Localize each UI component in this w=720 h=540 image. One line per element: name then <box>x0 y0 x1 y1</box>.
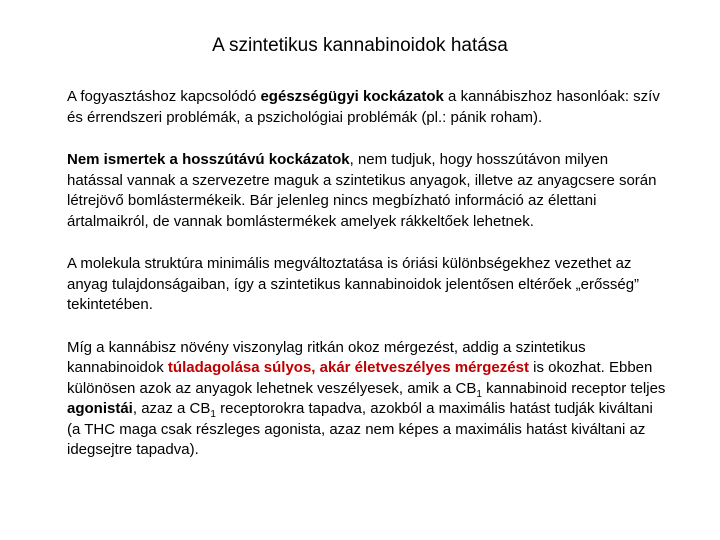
bold-span: agonistái <box>67 400 133 417</box>
text-span: kannabinoid receptor teljes <box>481 379 666 397</box>
paragraph-overdose <box>67 338 667 461</box>
text-span: Míg a kannábisz növény viszonylag ritkán okoz mérgezést, addig a szintetikus kannabinoidok <box>67 338 586 376</box>
subscript: 1 <box>476 388 482 400</box>
slide-body <box>67 87 667 461</box>
text-span: , azaz a CB <box>132 400 211 417</box>
paragraph-molecule-structure <box>67 254 667 316</box>
text-span: A fogyasztáshoz kapcsolódó <box>67 88 261 105</box>
text-span: a kannábiszhoz hasonlóak: szív és érrendszeri problémák, a pszichológiai problémák (pl.: pánik roham). <box>67 88 660 126</box>
subscript: 1 <box>210 409 216 420</box>
slide-title: A szintetikus kannabinoidok hatása <box>212 35 508 56</box>
text-span: A molekula struktúra minimális megváltoztatása is óriási különbségekhez vezethet az anyag tulajdonságaiban, így a szintetikus kannabinoidok jelentősen eltérőek „erősség” tekintetében. <box>67 255 640 313</box>
bold-span: Nem ismertek a hosszútávú kockázatok <box>67 151 350 168</box>
text-span: , nem tudjuk, hogy hosszútávon milyen hatással vannak a szervezetre maguk a szintetikus anyagok, illetve az anyagcsere során létrejövő bomlástermékeik. Bár jelenleg nincs megbízható információ az élettani ártalmaikról, de vannak bomlástermékek amelyek rákkeltőek lehetnek. <box>67 151 657 230</box>
red-bold-span: túladagolása súlyos, akár életveszélyes mérgezést <box>167 359 529 376</box>
text-span: is okozhat. Ebben különösen azok az anyagok lehetnek veszélyesek, amik a CB <box>67 359 653 397</box>
bold-span: egészségügyi kockázatok <box>260 88 444 105</box>
paragraph-long-term-risks <box>67 150 667 232</box>
paragraph-health-risks <box>67 87 667 128</box>
text-span: receptorokra tapadva, azokból a maximális hatást tudják kiváltani (a THC maga csak részleges agonista, azaz nem képes a maximális hatást kiváltani az idegsejtre tapadva). <box>67 400 653 458</box>
